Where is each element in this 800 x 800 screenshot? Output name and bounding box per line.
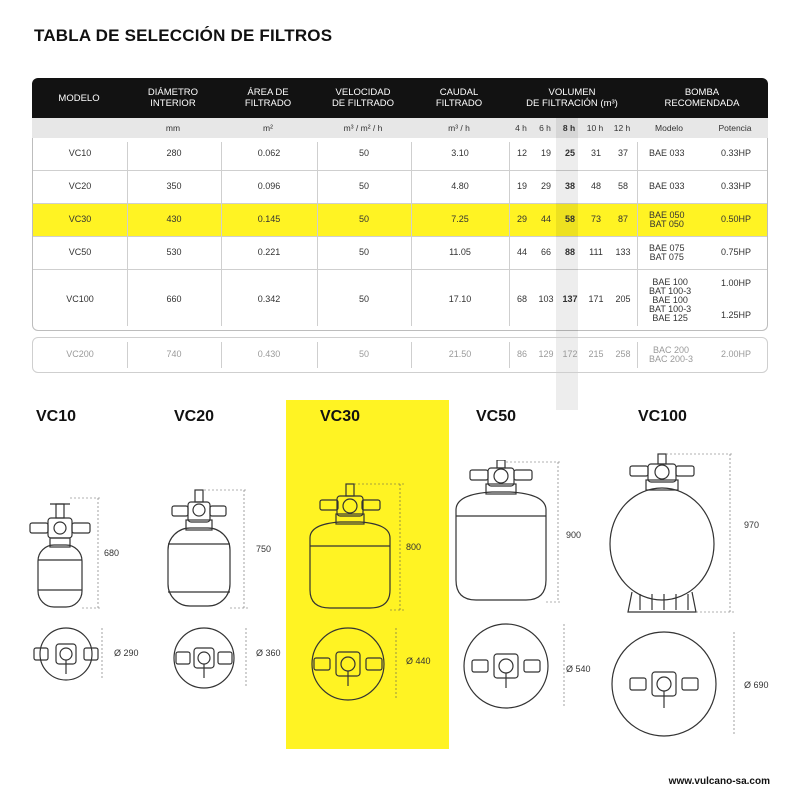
header-area: ÁREA DE FILTRADO xyxy=(244,87,292,109)
diagram-title-vc20: VC20 xyxy=(174,408,215,425)
unit-4h: 4 h xyxy=(515,123,527,133)
column-divider xyxy=(509,142,510,326)
vc30-height: 800 xyxy=(406,542,422,552)
units-row xyxy=(32,118,768,138)
cell-v12: 205 xyxy=(615,294,631,305)
vc50-height: 900 xyxy=(566,530,582,540)
cell-v6: 19 xyxy=(540,148,551,159)
cell-v12: 37 xyxy=(617,148,628,159)
cell-v12: 87 xyxy=(617,214,628,225)
cell-v6: 44 xyxy=(540,214,551,225)
cell-speed: 50 xyxy=(358,247,369,258)
header-speed: VELOCIDAD DE FILTRADO xyxy=(331,87,395,109)
unit-12h: 12 h xyxy=(613,123,631,133)
vc100-side-view xyxy=(604,452,754,617)
vc10-diameter: Ø 290 xyxy=(114,648,139,658)
vc30-top-view xyxy=(302,624,402,704)
cell-model: VC10 xyxy=(68,148,92,159)
unit-6h: 6 h xyxy=(539,123,551,133)
cell-v8: 88 xyxy=(564,247,575,258)
cell-v10: 215 xyxy=(588,349,604,360)
cell-model: VC50 xyxy=(68,247,92,258)
diagram-title-vc100: VC100 xyxy=(638,408,687,425)
cell-diameter: 660 xyxy=(166,294,182,305)
vc100-top-view xyxy=(606,630,746,740)
header-flow: CAUDAL FILTRADO xyxy=(435,87,483,109)
unit-mm: mm xyxy=(165,123,181,133)
cell-v10: 48 xyxy=(590,181,601,192)
cell-power: 1.00HP xyxy=(720,278,752,289)
cell-model: VC100 xyxy=(66,294,94,305)
diagram-title-vc50: VC50 xyxy=(476,408,517,425)
cell-area: 0.342 xyxy=(257,294,281,305)
cell-diameter: 280 xyxy=(166,148,182,159)
vc100-height: 970 xyxy=(744,520,760,530)
unit-m2: m² xyxy=(263,123,273,133)
cell-v10: 31 xyxy=(590,148,601,159)
cell-power-2: 1.25HP xyxy=(720,310,752,321)
vc20-diameter: Ø 360 xyxy=(256,648,281,658)
cell-v4: 12 xyxy=(516,148,527,159)
cell-v4: 86 xyxy=(516,349,527,360)
vc50-side-view xyxy=(446,460,586,610)
cell-area: 0.062 xyxy=(257,148,281,159)
table-header xyxy=(32,78,768,118)
cell-flow: 17.10 xyxy=(448,294,472,305)
column-divider xyxy=(221,142,222,326)
column-divider xyxy=(317,142,318,326)
cell-v4: 68 xyxy=(516,294,527,305)
cell-pump: BAE 033 xyxy=(649,148,685,159)
diagram-title-vc10: VC10 xyxy=(36,408,77,425)
cell-speed: 50 xyxy=(358,214,369,225)
cell-pump: BAE 050 BAT 050 xyxy=(649,209,685,229)
cell-speed: 50 xyxy=(358,294,369,305)
column-divider xyxy=(411,342,412,368)
cell-v8: 25 xyxy=(564,148,575,159)
table-row-highlighted xyxy=(33,203,767,236)
column-divider xyxy=(221,342,222,368)
column-divider xyxy=(317,342,318,368)
cell-area: 0.221 xyxy=(257,247,281,258)
cell-diameter: 430 xyxy=(166,214,182,225)
cell-flow: 4.80 xyxy=(451,181,469,192)
unit-speed: m³ / m² / h xyxy=(343,123,383,133)
filter-selection-table xyxy=(32,78,768,331)
vc100-diameter: Ø 690 xyxy=(744,680,769,690)
cell-v8: 58 xyxy=(564,214,575,225)
cell-power: 2.00HP xyxy=(720,349,752,360)
cell-v8: 172 xyxy=(562,349,578,360)
cell-diameter: 530 xyxy=(166,247,182,258)
cell-area: 0.096 xyxy=(257,181,281,192)
header-model: MODELO xyxy=(58,92,100,104)
cell-pump: BAE 075 BAT 075 xyxy=(649,242,685,262)
diagram-title-vc30: VC30 xyxy=(320,408,361,425)
cell-v10: 111 xyxy=(589,247,603,258)
cell-speed: 50 xyxy=(358,181,369,192)
cell-power: 0.75HP xyxy=(720,247,752,258)
cell-v8: 38 xyxy=(564,181,575,192)
cell-v6: 66 xyxy=(540,247,551,258)
website-link[interactable]: www.vulcano-sa.com xyxy=(668,776,770,787)
table-row xyxy=(33,269,767,330)
table-row xyxy=(33,236,767,269)
column-divider xyxy=(509,342,510,368)
cell-v12: 258 xyxy=(615,349,631,360)
cell-v6: 129 xyxy=(538,349,554,360)
unit-power: Potencia xyxy=(718,123,752,133)
table-row xyxy=(33,138,767,170)
unit-flow: m³ / h xyxy=(448,123,470,133)
header-diameter: DIÁMETRO INTERIOR xyxy=(147,87,199,109)
unit-10h: 10 h xyxy=(586,123,604,133)
unit-8h: 8 h xyxy=(562,123,576,133)
cell-pump: BAC 200 BAC 200-3 xyxy=(649,344,694,364)
vc10-side-view xyxy=(20,490,140,620)
table-row xyxy=(33,170,767,203)
cell-v4: 29 xyxy=(516,214,527,225)
cell-power: 0.33HP xyxy=(720,148,752,159)
cell-v8: 137 xyxy=(562,294,578,305)
vc10-height: 680 xyxy=(104,548,120,558)
vc20-side-view xyxy=(160,488,280,623)
vc50-diameter: Ø 540 xyxy=(566,664,591,674)
table-body xyxy=(32,138,768,331)
cell-speed: 50 xyxy=(358,148,369,159)
vc10-top-view xyxy=(30,624,110,684)
column-divider xyxy=(127,142,128,326)
cell-model: VC30 xyxy=(68,214,92,225)
cell-model: VC200 xyxy=(66,349,94,360)
cell-diameter: 740 xyxy=(166,349,182,360)
column-divider xyxy=(411,142,412,326)
cell-pump: BAE 100 BAT 100-3 BAE 100 BAT 100-3 BAE 125 xyxy=(649,276,692,323)
vc30-diameter: Ø 440 xyxy=(406,656,431,666)
cell-model: VC20 xyxy=(68,181,92,192)
cell-v4: 19 xyxy=(516,181,527,192)
cell-power: 0.33HP xyxy=(720,181,752,192)
cell-diameter: 350 xyxy=(166,181,182,192)
cell-v12: 133 xyxy=(615,247,631,258)
cell-flow: 21.50 xyxy=(448,349,472,360)
cell-power: 0.50HP xyxy=(720,214,752,225)
cell-speed: 50 xyxy=(358,349,369,360)
cell-flow: 7.25 xyxy=(451,214,469,225)
column-divider xyxy=(127,342,128,368)
cell-v12: 58 xyxy=(617,181,628,192)
cell-area: 0.145 xyxy=(257,214,281,225)
vc20-height: 750 xyxy=(256,544,272,554)
cell-flow: 11.05 xyxy=(449,247,471,258)
vc20-top-view xyxy=(164,624,254,694)
column-divider xyxy=(637,342,638,368)
cell-v6: 29 xyxy=(540,181,551,192)
header-pump: BOMBA RECOMENDADA xyxy=(664,87,740,109)
vc50-top-view xyxy=(452,622,572,712)
unit-pump-model: Modelo xyxy=(655,123,683,133)
cell-area: 0.430 xyxy=(257,349,281,360)
cell-pump: BAE 033 xyxy=(649,181,685,192)
cell-v10: 171 xyxy=(588,294,604,305)
cell-v4: 44 xyxy=(516,247,527,258)
cell-v6: 103 xyxy=(538,294,554,305)
header-volume: VOLUMEN DE FILTRACIÓN (m³) xyxy=(526,87,618,109)
cell-v10: 73 xyxy=(590,214,601,225)
column-divider xyxy=(637,142,638,326)
table-row-vc200 xyxy=(32,337,768,373)
cell-flow: 3.10 xyxy=(451,148,469,159)
page-title: TABLA DE SELECCIÓN DE FILTROS xyxy=(34,26,333,45)
